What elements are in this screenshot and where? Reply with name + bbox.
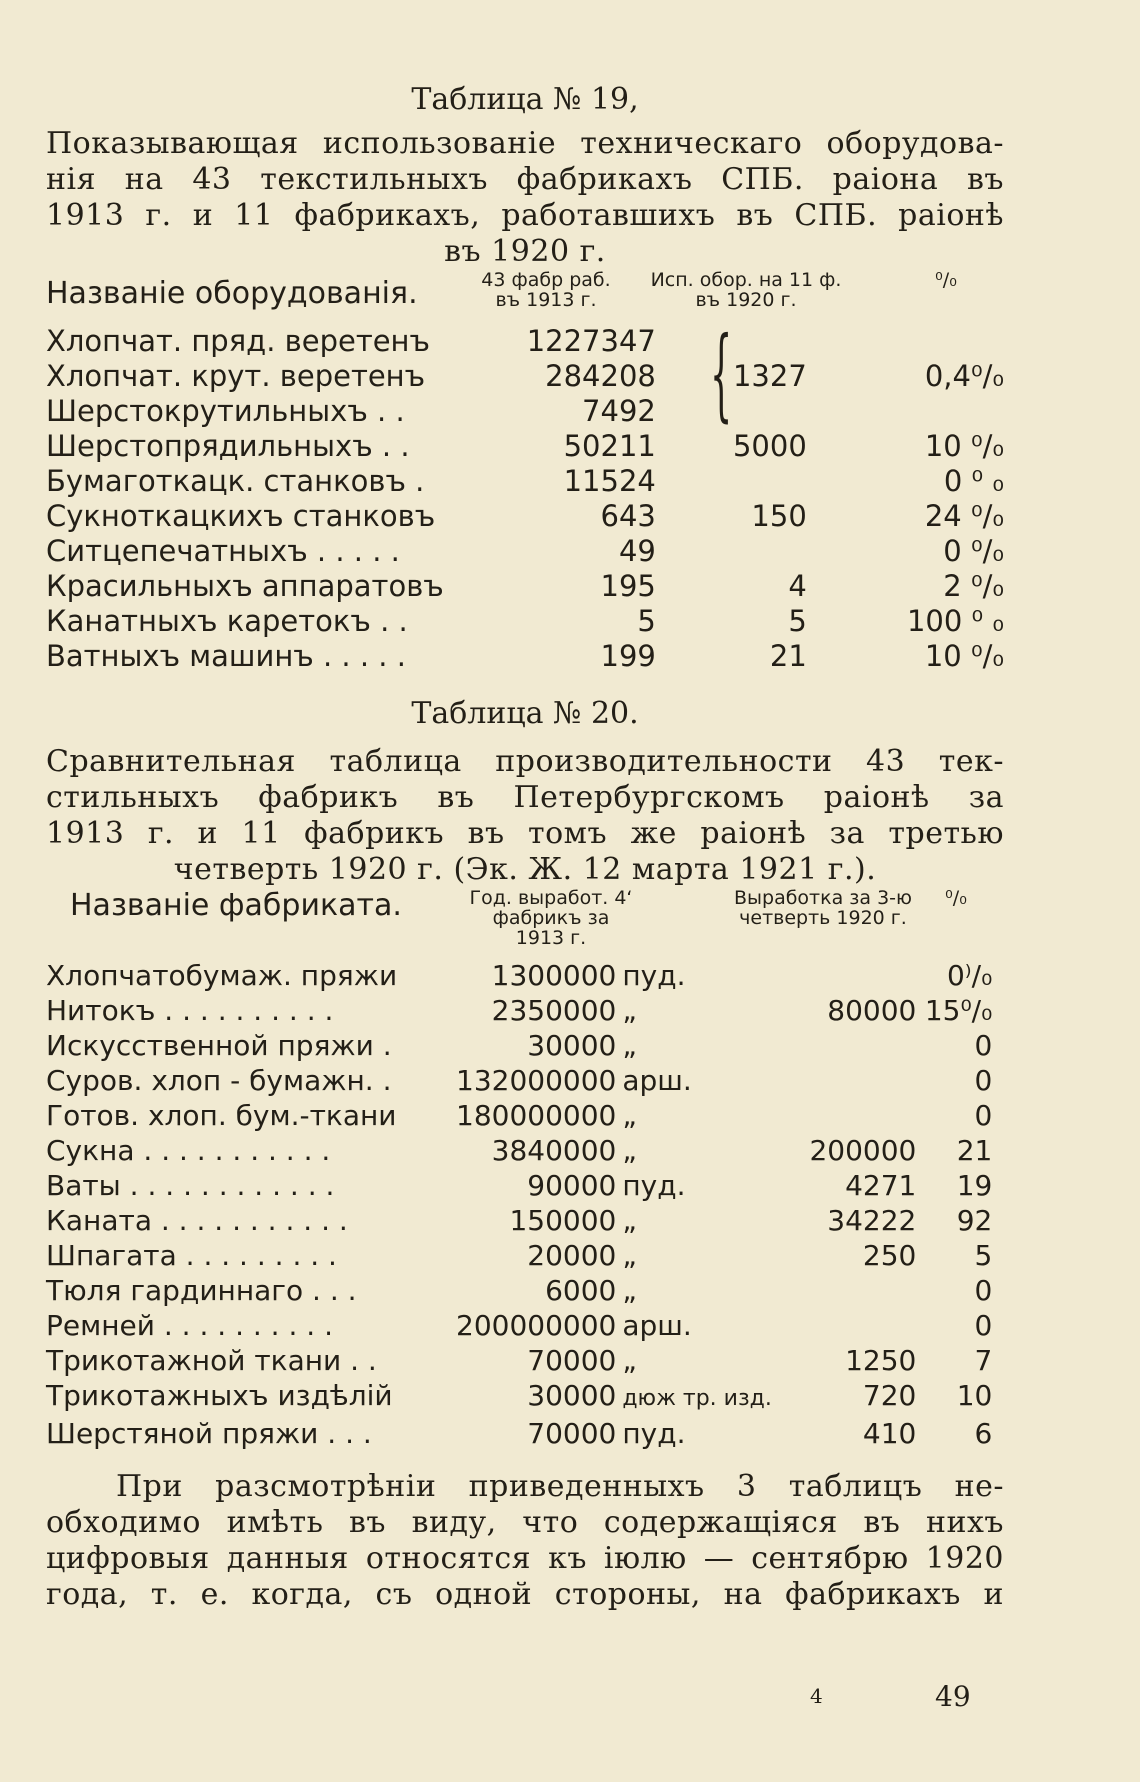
- unit: арш.: [622, 1309, 692, 1342]
- row-name: Трикотажной ткани . .: [46, 1344, 377, 1377]
- caption-line: 1913 г. и 11 фабрикахъ, работавшихъ въ СПБ. раіонѣ: [46, 198, 1004, 233]
- value-1913: 2350000: [491, 994, 617, 1027]
- value-1920: 720: [862, 1379, 917, 1412]
- value-1913: 90000: [527, 1169, 617, 1202]
- unit: пуд.: [622, 959, 686, 992]
- table19-caption: [46, 126, 1004, 270]
- percent: 5: [974, 1239, 993, 1272]
- percent: 0: [974, 1099, 993, 1132]
- row-name: Канатныхъ каретокъ . .: [46, 604, 408, 638]
- percent: 0: [974, 1029, 993, 1062]
- table-row: [46, 429, 1004, 464]
- value-1913: 180000000: [456, 1099, 617, 1132]
- row-name: Искусственной пряжи .: [46, 1029, 392, 1062]
- row-name: Трикотажныхъ издѣлій: [46, 1379, 393, 1412]
- row-name: Ваты . . . . . . . . . . . .: [46, 1169, 335, 1202]
- caption-line: 1913 г. и 11 фабрикъ въ томъ же раіонѣ за третью: [46, 816, 1004, 851]
- row-name: Сукноткацкихъ станковъ: [46, 499, 436, 533]
- value-1913: 3840000: [491, 1134, 617, 1167]
- unit: арш.: [622, 1064, 692, 1097]
- value-1920: 410: [862, 1417, 917, 1450]
- caption-line: нія на 43 текстильныхъ фабрикахъ СПБ. раіона въ: [46, 162, 1004, 197]
- value-1913: 150000: [509, 1204, 617, 1237]
- percent: 0: [974, 1274, 993, 1307]
- col-pct-header: ⁰/₀: [945, 887, 967, 909]
- closing-line: года, т. е. когда, съ одной стороны, на фабрикахъ и: [46, 1577, 1004, 1612]
- percent: 0 ⁰ ₀: [943, 464, 1004, 498]
- row-name: Готов. хлоп. бум.-ткани: [46, 1099, 397, 1132]
- table19-body: [46, 315, 1004, 674]
- value-1913: 1300000: [491, 959, 617, 992]
- unit: „: [622, 1204, 637, 1237]
- value-1913: 195: [600, 569, 656, 603]
- percent: 10 ⁰/₀: [924, 429, 1004, 463]
- percent: 0: [974, 1309, 993, 1342]
- value-1913: 132000000: [456, 1064, 617, 1097]
- value-1920: 1250: [845, 1344, 917, 1377]
- value-1913: 643: [600, 499, 656, 533]
- percent: 0⁾/₀: [946, 959, 993, 992]
- percent: 15⁰/₀: [924, 994, 993, 1027]
- percent: [837, 324, 1004, 359]
- unit: „: [622, 1029, 637, 1062]
- caption-line: стильныхъ фабрикъ въ Петербургскомъ раіонѣ за: [46, 780, 1004, 815]
- value-1913: 20000: [527, 1239, 617, 1272]
- value-1920: [656, 534, 837, 569]
- value-1913: 284208: [545, 359, 656, 393]
- page: [46, 82, 1004, 1613]
- value-1913: 30000: [527, 1029, 617, 1062]
- row-name: Шерстокрутильныхъ . .: [46, 394, 405, 428]
- unit: „: [622, 1274, 637, 1307]
- table-row: [46, 1203, 992, 1238]
- percent: 92: [956, 1204, 993, 1237]
- percent: [837, 394, 1004, 429]
- value-1920: 4271: [845, 1169, 917, 1202]
- percent: 10: [956, 1379, 993, 1412]
- row-name: Шерстопрядильныхъ . .: [46, 429, 410, 463]
- table-row: [46, 1098, 992, 1133]
- value-1920: 21: [769, 639, 807, 673]
- value-1920: [776, 1028, 916, 1063]
- value-1913: 50211: [563, 429, 656, 463]
- col-name-header: Названіе оборудованія.: [46, 276, 418, 311]
- percent: 21: [956, 1134, 993, 1167]
- bracket: {: [710, 315, 733, 432]
- unit: пуд.: [622, 1169, 686, 1202]
- table20-title: Таблица № 20.: [411, 696, 639, 731]
- value-1913: 70000: [527, 1344, 617, 1377]
- value-1920: 1327: [732, 359, 807, 393]
- table-row: [46, 1168, 992, 1203]
- value-1920: 150: [751, 499, 807, 533]
- row-name: Шпагата . . . . . . . . .: [46, 1239, 337, 1272]
- value-1913: 200000000: [456, 1309, 617, 1342]
- percent: 0,4⁰/₀: [924, 359, 1004, 393]
- table-row: [46, 1273, 992, 1308]
- table-row: [46, 1343, 992, 1378]
- table19-header: [46, 270, 1004, 324]
- signature-mark: 4: [810, 1684, 823, 1708]
- row-name: Ватныхъ машинъ . . . . .: [46, 639, 406, 673]
- unit: „: [622, 1344, 637, 1377]
- table20-caption: [46, 744, 1004, 888]
- unit: дюж тр. изд.: [622, 1386, 772, 1411]
- col-1920-header: Исп. обор. на 11 ф. въ 1920 г.: [650, 269, 842, 311]
- page-number: 49: [935, 1680, 971, 1713]
- value-1920: [656, 464, 837, 499]
- table-row: [46, 1416, 992, 1451]
- unit: „: [622, 1099, 637, 1132]
- table-row: [46, 464, 1004, 499]
- row-name: Хлопчат. крут. веретенъ: [46, 359, 426, 393]
- value-1920: 200000: [809, 1134, 917, 1167]
- table-row: [46, 359, 1004, 394]
- closing-line: При разсмотрѣніи приведенныхъ 3 таблицъ не-: [116, 1469, 1004, 1504]
- value-1920: [776, 1063, 916, 1098]
- table-row: [46, 1028, 992, 1063]
- value-1913: 199: [600, 639, 656, 673]
- value-1920: 5000: [732, 429, 807, 463]
- value-1913: 11524: [563, 464, 656, 498]
- table-row: [46, 394, 1004, 429]
- percent: 0: [974, 1064, 993, 1097]
- percent: 6: [974, 1417, 993, 1450]
- row-name: Хлопчатобумаж. пряжи: [46, 959, 398, 992]
- row-name: Хлопчат. пряд. веретенъ: [46, 324, 431, 358]
- caption-line: четверть 1920 г. (Эк. Ж. 12 марта 1921 г.).: [173, 852, 877, 887]
- row-name: Ситцепечатныхъ . . . . .: [46, 534, 400, 568]
- col-1913-header: 43 фабр раб. въ 1913 г.: [481, 269, 611, 311]
- value-1913: 70000: [527, 1417, 617, 1450]
- value-1920: 34222: [827, 1204, 917, 1237]
- caption-line: въ 1920 г.: [444, 234, 606, 269]
- table-row: [46, 993, 992, 1028]
- col-1920-header: Выработка за 3-ю четверть 1920 г.: [733, 887, 913, 929]
- col-name-header: Названіе фабриката.: [70, 888, 402, 923]
- percent: 7: [974, 1344, 993, 1377]
- table-row: [46, 1063, 992, 1098]
- row-name: Суров. хлоп - бумажн. .: [46, 1064, 392, 1097]
- table19-title: Таблица № 19,: [411, 82, 639, 117]
- table20-header: [46, 888, 1004, 958]
- value-1920: [776, 1308, 916, 1343]
- col-pct-header: ⁰/₀: [935, 269, 957, 291]
- unit: „: [622, 1134, 637, 1167]
- value-1920: 4: [788, 569, 807, 603]
- unit: „: [622, 1239, 637, 1272]
- row-name: Красильныхъ аппаратовъ: [46, 569, 444, 603]
- caption-line: Показывающая использованіе техническаго оборудова-: [46, 126, 1004, 161]
- value-1920: [776, 1273, 916, 1308]
- table-row: [46, 499, 1004, 534]
- table20-body: [46, 958, 992, 1451]
- table-row: [46, 569, 1004, 604]
- table-row: [46, 1378, 992, 1416]
- closing-line: обходимо имѣть въ виду, что содержащіяся въ нихъ: [46, 1505, 1004, 1540]
- unit: пуд.: [622, 1417, 686, 1450]
- value-1920: [656, 324, 837, 359]
- row-name: Каната . . . . . . . . . . .: [46, 1204, 348, 1237]
- percent: 100 ⁰ ₀: [906, 604, 1004, 638]
- table-row: [46, 958, 992, 993]
- unit: „: [622, 994, 637, 1027]
- value-1913: 1227347: [526, 324, 656, 358]
- percent: 0 ⁰/₀: [943, 534, 1004, 568]
- value-1913: 30000: [527, 1379, 617, 1412]
- row-name: Ремней . . . . . . . . . .: [46, 1309, 333, 1342]
- value-1913: 6000: [545, 1274, 617, 1307]
- caption-line: Сравнительная таблица производительности 43 тек-: [46, 744, 1004, 779]
- value-1920: [776, 958, 916, 993]
- percent: 2 ⁰/₀: [943, 569, 1004, 603]
- row-name: Шерстяной пряжи . . .: [46, 1417, 372, 1450]
- value-1920: 250: [862, 1239, 917, 1272]
- value-1913: 49: [618, 534, 656, 568]
- row-name: Сукна . . . . . . . . . . .: [46, 1134, 331, 1167]
- closing-line: цифровыя данныя относятся къ іюлю — сентябрю 1920: [46, 1541, 1004, 1576]
- table-row: [46, 1308, 992, 1343]
- row-name: Тюля гардиннаго . . .: [46, 1274, 357, 1307]
- row-name: Нитокъ . . . . . . . . . .: [46, 994, 334, 1027]
- table-row: [46, 1133, 992, 1168]
- closing-paragraph: [46, 1469, 1004, 1613]
- value-1920: 80000: [827, 994, 917, 1027]
- table-row: [46, 639, 1004, 674]
- value-1913: 5: [637, 604, 656, 638]
- value-1920: [656, 394, 837, 429]
- percent: 24 ⁰/₀: [924, 499, 1004, 533]
- row-name: Бумаготкацк. станковъ .: [46, 464, 425, 498]
- col-1913-header: Год. выработ. 4‘ фабрикъ за 1913 г.: [469, 887, 633, 949]
- table-row: [46, 1238, 992, 1273]
- percent: 10 ⁰/₀: [924, 639, 1004, 673]
- table-row: [46, 604, 1004, 639]
- value-1920: 5: [788, 604, 807, 638]
- value-1913: 7492: [582, 394, 656, 428]
- table-row: [46, 324, 1004, 359]
- value-1920: [776, 1098, 916, 1133]
- percent: 19: [956, 1169, 993, 1202]
- table-row: [46, 534, 1004, 569]
